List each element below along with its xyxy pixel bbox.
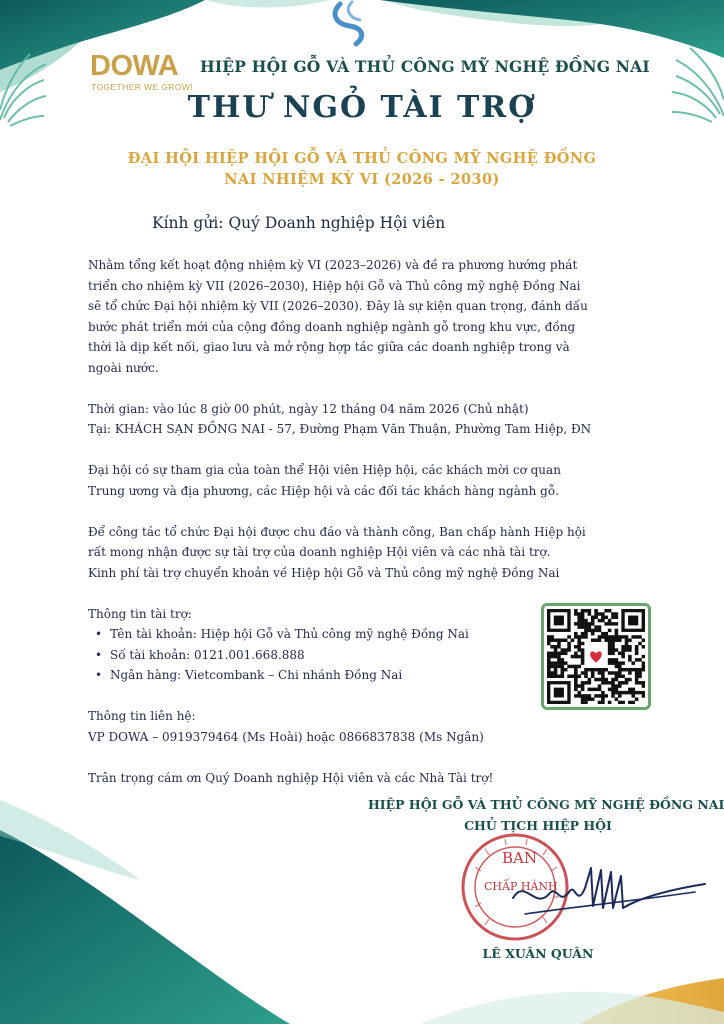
signature-role: CHỦ TỊCH HIỆP HỘI <box>464 818 612 833</box>
intro-line: triển cho nhiệm kỳ VII (2026–2030), Hiệp hội Gỗ và Thủ công mỹ nghệ Đồng Nai <box>88 278 581 293</box>
logo-tagline: TOGETHER WE GROW! <box>91 82 194 92</box>
dowa-logo <box>90 50 178 83</box>
sponsor-account-number: • Số tài khoản: 0121.001.668.888 <box>88 645 688 666</box>
event-time: Thời gian: vào lúc 8 giờ 00 phút, ngày 12 tháng 04 năm 2026 (Chủ nhật) <box>88 401 529 416</box>
contact-line: VP DOWA – 0919379464 (Ms Hoài) hoặc 0866837838 (Ms Ngân) <box>88 729 484 744</box>
intro-line: sẽ tổ chức Đại hội nhiệm kỳ VII (2026–2030). Đây là sự kiện quan trọng, đánh dấu <box>88 299 588 313</box>
page-title: THƯ NGỎ TÀI TRỢ <box>187 90 537 125</box>
logo-text: DOWA <box>90 50 179 82</box>
intro-line: ngoài nước. <box>88 360 159 375</box>
stamp-text-chap-hanh: CHẤP HÀNH <box>484 880 558 893</box>
thanks-line: Trân trọng cám ơn Quý Doanh nghiệp Hội viên và các Nhà Tài trợ! <box>88 770 494 785</box>
request-line: rất mong nhận được sự tài trợ của doanh nghiệp Hội viên và các nhà tài trợ. <box>88 545 551 559</box>
organization-name: HIỆP HỘI GỖ VÀ THỦ CÔNG MỸ NGHỆ ĐỒNG NAI <box>200 57 650 76</box>
intro-line: bước phát triển mới của cộng đồng doanh nghiệp ngành gỗ trong khu vực, đồng <box>88 319 576 334</box>
event-subtitle <box>0 148 724 190</box>
intro-line: Nhằm tổng kết hoạt động nhiệm kỳ VI (2023–2026) và đề ra phương hướng phát <box>88 258 578 272</box>
request-line: Để công tác tổ chức Đại hội được chu đáo và thành công, Ban chấp hành Hiệp hội <box>88 524 586 539</box>
sponsor-info-heading: Thông tin tài trợ: <box>88 606 192 621</box>
subtitle-line: ĐẠI HỘI HIỆP HỘI GỖ VÀ THỦ CÔNG MỸ NGHỆ ĐỒNG <box>127 150 597 167</box>
request-line: Kinh phí tài trợ chuyển khoản về Hiệp hội Gỗ và Thủ công mỹ nghệ Đồng Nai <box>88 565 560 580</box>
stamp-text-ban: BAN <box>502 849 537 867</box>
signature-name: LÊ XUÂN QUÂN <box>482 946 594 961</box>
qr-code <box>541 603 651 710</box>
sponsor-account-name: • Tên tài khoản: Hiệp hội Gỗ và Thủ công mỹ nghệ Đồng Nai <box>88 624 688 645</box>
contact-heading: Thông tin liên hệ: <box>88 709 196 723</box>
handwritten-signature <box>505 858 715 928</box>
signature-org: HIỆP HỘI GỖ VÀ THỦ CÔNG MỸ NGHỆ ĐỒNG NAI <box>368 797 724 812</box>
qr-code-image <box>547 609 645 704</box>
subtitle-line: NAI NHIỆM KỲ VI (2026 - 2030) <box>224 171 500 188</box>
participants-line: Đại hội có sự tham gia của toàn thể Hội viên Hiệp hội, các khách mời cơ quan <box>88 463 561 477</box>
participants-line: Trung ương và địa phương, các Hiệp hội và các đối tác khách hàng ngành gỗ. <box>88 483 559 498</box>
greeting: Kính gửi: Quý Doanh nghiệp Hội viên <box>152 214 446 232</box>
event-place: Tại: KHÁCH SẠN ĐỒNG NAI - 57, Đường Phạm Văn Thuận, Phường Tam Hiệp, ĐN <box>88 422 592 436</box>
sponsor-bank: • Ngân hàng: Vietcombank – Chi nhánh Đồng Nai <box>88 665 688 686</box>
intro-line: thời là dịp kết nối, giao lưu và mở rộng hợp tác giữa các doanh nghiệp trong và <box>88 340 570 354</box>
